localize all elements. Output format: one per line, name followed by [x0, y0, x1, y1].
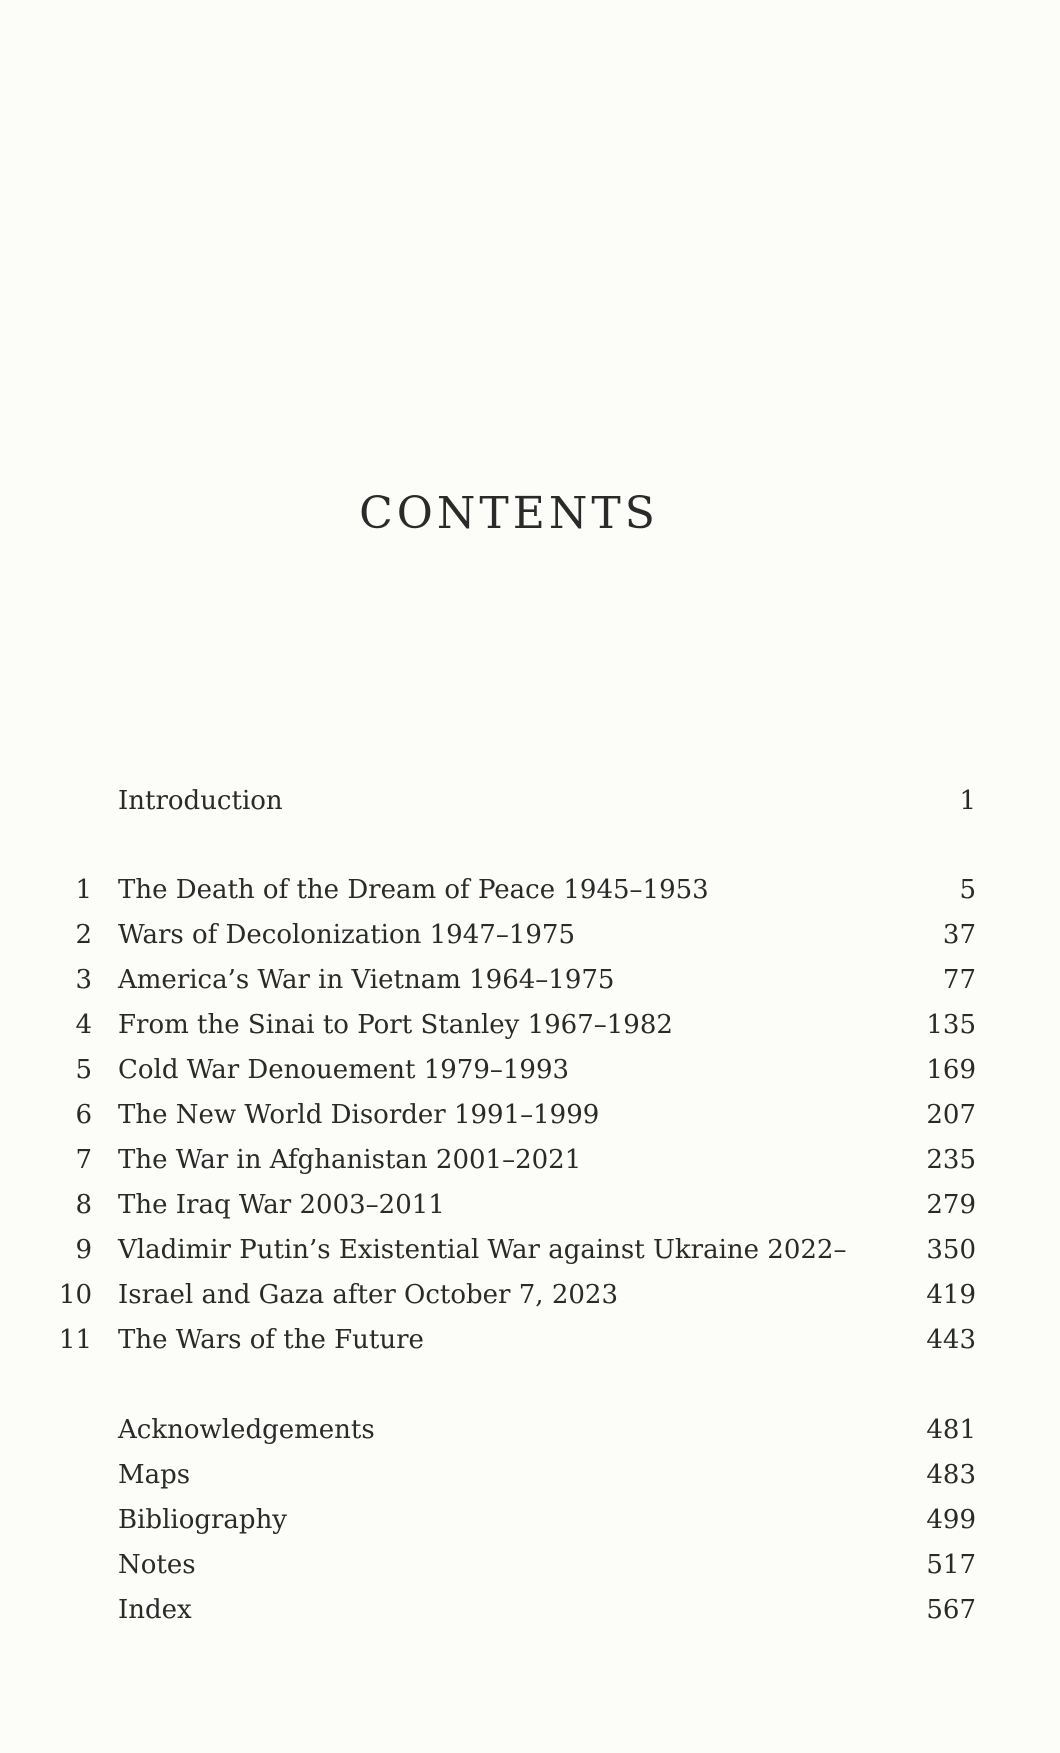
chapter-page: 207 — [926, 1100, 976, 1130]
chapter-title: Wars of Decolonization 1947–1975 — [118, 920, 575, 950]
toc-backmatter-row — [56, 1593, 976, 1627]
backmatter-page: 517 — [926, 1550, 976, 1580]
chapter-title: Israel and Gaza after October 7, 2023 — [118, 1280, 618, 1310]
chapter-number: 4 — [75, 1010, 92, 1040]
backmatter-page: 567 — [926, 1595, 976, 1625]
toc-backmatter-row — [56, 1413, 976, 1447]
chapter-title: From the Sinai to Port Stanley 1967–1982 — [118, 1010, 673, 1040]
toc-chapter-row — [56, 1098, 976, 1132]
chapter-title: The War in Afghanistan 2001–2021 — [118, 1145, 582, 1175]
toc-chapter-row — [56, 963, 976, 997]
toc-backmatter-row — [56, 1458, 976, 1492]
backmatter-title: Maps — [118, 1460, 191, 1490]
chapter-number: 6 — [75, 1100, 92, 1130]
toc-entry-page: 1 — [959, 786, 976, 816]
chapter-number: 1 — [75, 875, 92, 905]
chapter-number: 7 — [75, 1145, 92, 1175]
chapter-page: 350 — [926, 1235, 976, 1265]
backmatter-title: Index — [118, 1595, 192, 1625]
chapter-title: Vladimir Putin’s Existential War against Ukraine 2022– — [118, 1235, 847, 1265]
toc-chapter-row — [56, 1278, 976, 1312]
toc-backmatter-row — [56, 1503, 976, 1537]
chapter-title: America’s War in Vietnam 1964–1975 — [118, 965, 615, 995]
chapter-page: 169 — [926, 1055, 976, 1085]
toc-backmatter-row — [56, 1548, 976, 1582]
chapter-number: 8 — [75, 1190, 92, 1220]
chapter-page: 37 — [942, 920, 976, 950]
chapter-title: The New World Disorder 1991–1999 — [118, 1100, 600, 1130]
toc-entry-introduction — [56, 784, 976, 818]
toc-chapter-row — [56, 1188, 976, 1222]
chapter-title: The Wars of the Future — [118, 1325, 424, 1355]
backmatter-page: 481 — [926, 1415, 976, 1445]
chapter-page: 419 — [926, 1280, 976, 1310]
toc-entry-title: Introduction — [118, 786, 283, 816]
backmatter-page: 483 — [926, 1460, 976, 1490]
toc-chapter-row — [56, 918, 976, 952]
backmatter-title: Bibliography — [118, 1505, 287, 1535]
backmatter-page: 499 — [926, 1505, 976, 1535]
chapter-page: 443 — [926, 1325, 976, 1355]
chapter-page: 135 — [926, 1010, 976, 1040]
chapter-number: 10 — [58, 1280, 92, 1310]
chapter-title: The Death of the Dream of Peace 1945–1953 — [118, 875, 709, 905]
chapter-number: 9 — [75, 1235, 92, 1265]
backmatter-title: Acknowledgements — [118, 1415, 375, 1445]
page-title: CONTENTS — [359, 488, 659, 539]
toc-chapter-row — [56, 1143, 976, 1177]
chapter-page: 77 — [942, 965, 976, 995]
toc-chapter-row — [56, 873, 976, 907]
toc-chapter-row — [56, 1233, 976, 1267]
chapter-number: 5 — [75, 1055, 92, 1085]
toc-chapter-row — [56, 1323, 976, 1357]
chapter-page: 279 — [926, 1190, 976, 1220]
chapter-number: 2 — [75, 920, 92, 950]
chapter-number: 3 — [75, 965, 92, 995]
chapter-page: 235 — [926, 1145, 976, 1175]
chapter-title: Cold War Denouement 1979–1993 — [118, 1055, 570, 1085]
toc-chapter-row — [56, 1053, 976, 1087]
toc-chapter-row — [56, 1008, 976, 1042]
chapter-title: The Iraq War 2003–2011 — [118, 1190, 445, 1220]
chapter-page: 5 — [959, 875, 976, 905]
chapter-number: 11 — [58, 1325, 92, 1355]
backmatter-title: Notes — [118, 1550, 196, 1580]
